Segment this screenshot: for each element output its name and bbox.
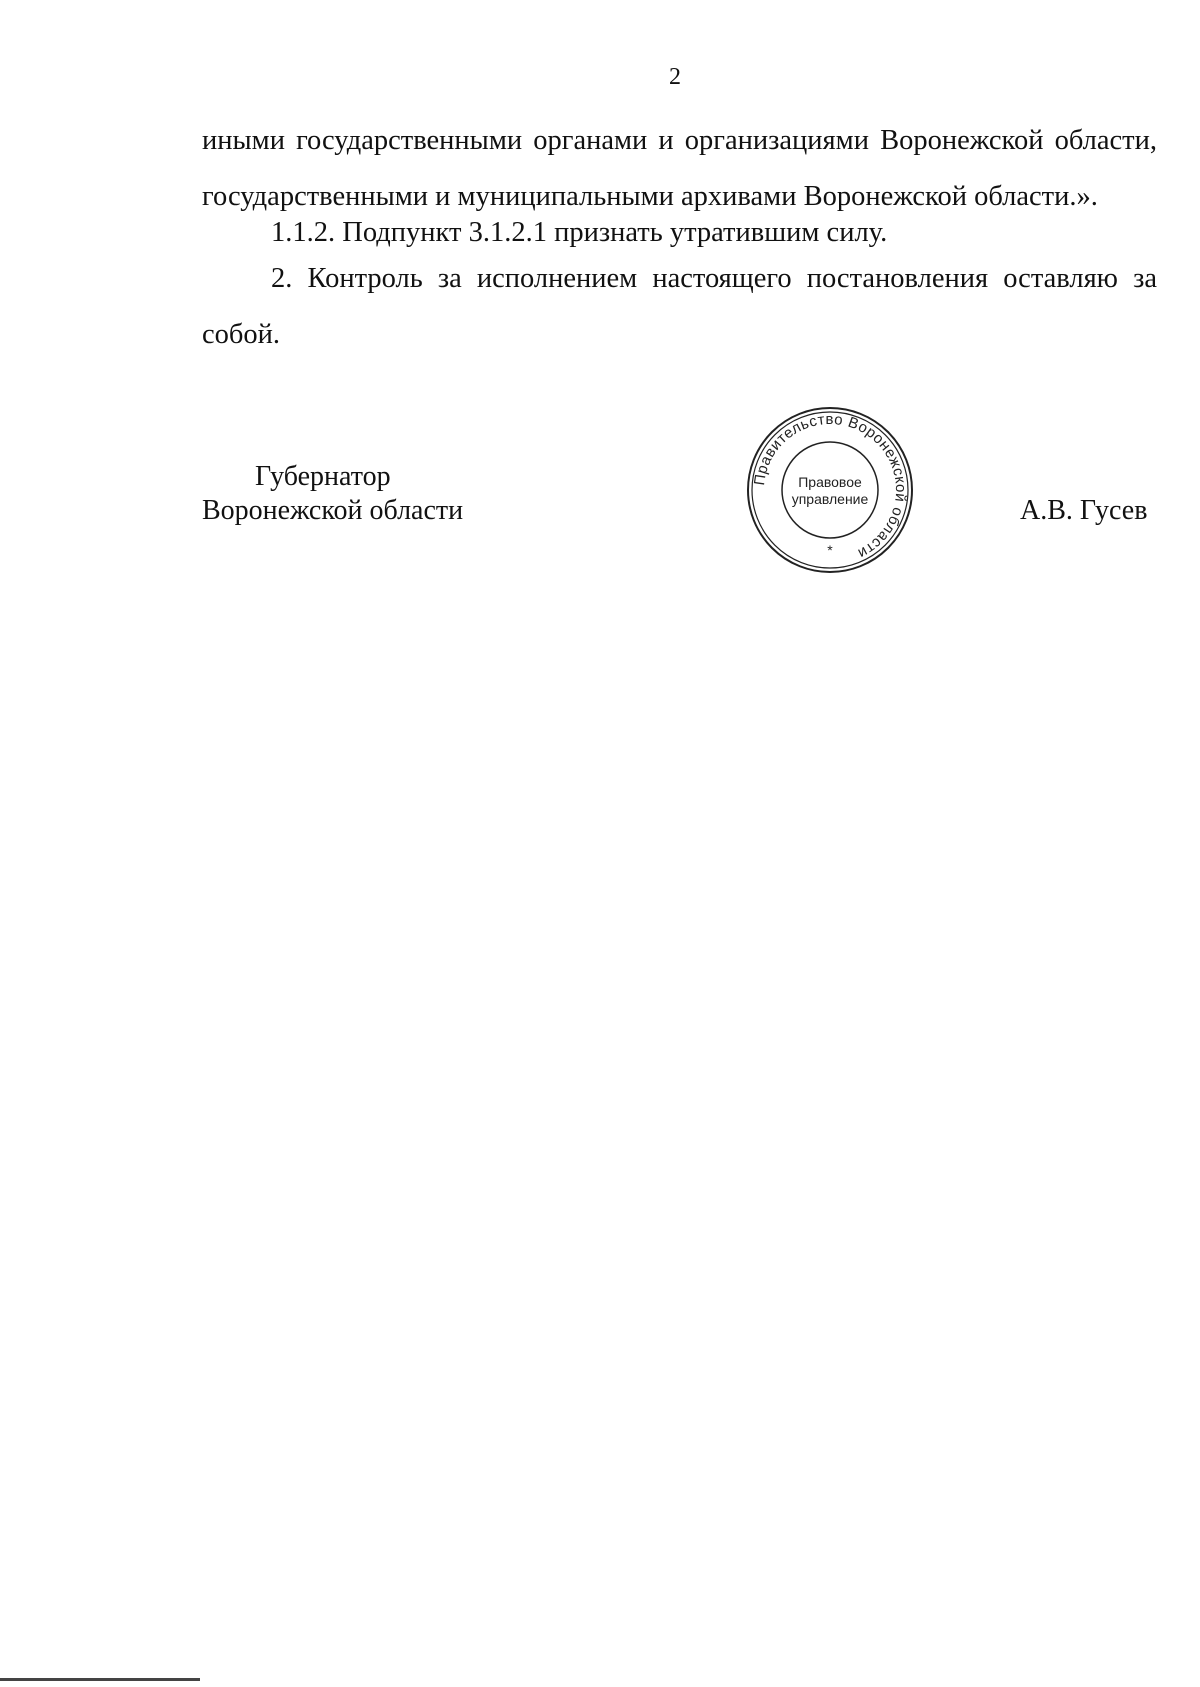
stamp-center-line1: Правовое (798, 474, 862, 490)
page-number: 2 (669, 64, 681, 90)
body-paragraph-1: иными государственными органами и организациями Воронежской области, государственными и муниципальными архивами Воронежской области.». (202, 125, 1157, 212)
stamp-center-line2: управление (791, 491, 869, 507)
stamp-seal-icon (745, 405, 915, 575)
stamp-outer-text: Правительство Воронежской области (751, 410, 910, 563)
signer-name: А.В. Гусев (1020, 495, 1148, 526)
signature-title (202, 460, 463, 528)
signature-title-line2: Воронежской области (202, 495, 464, 526)
body-paragraph-2: 1.1.2. Подпункт 3.1.2.1 признать утратившим силу. (271, 217, 888, 248)
bottom-scan-edge (0, 1678, 200, 1681)
official-stamp (745, 405, 915, 575)
stamp-star: * (827, 542, 833, 558)
body-paragraph-3: 2. Контроль за исполнением настоящего постановления оставляю за собой. (202, 263, 1157, 350)
signature-title-line1: Губернатор (255, 461, 391, 492)
